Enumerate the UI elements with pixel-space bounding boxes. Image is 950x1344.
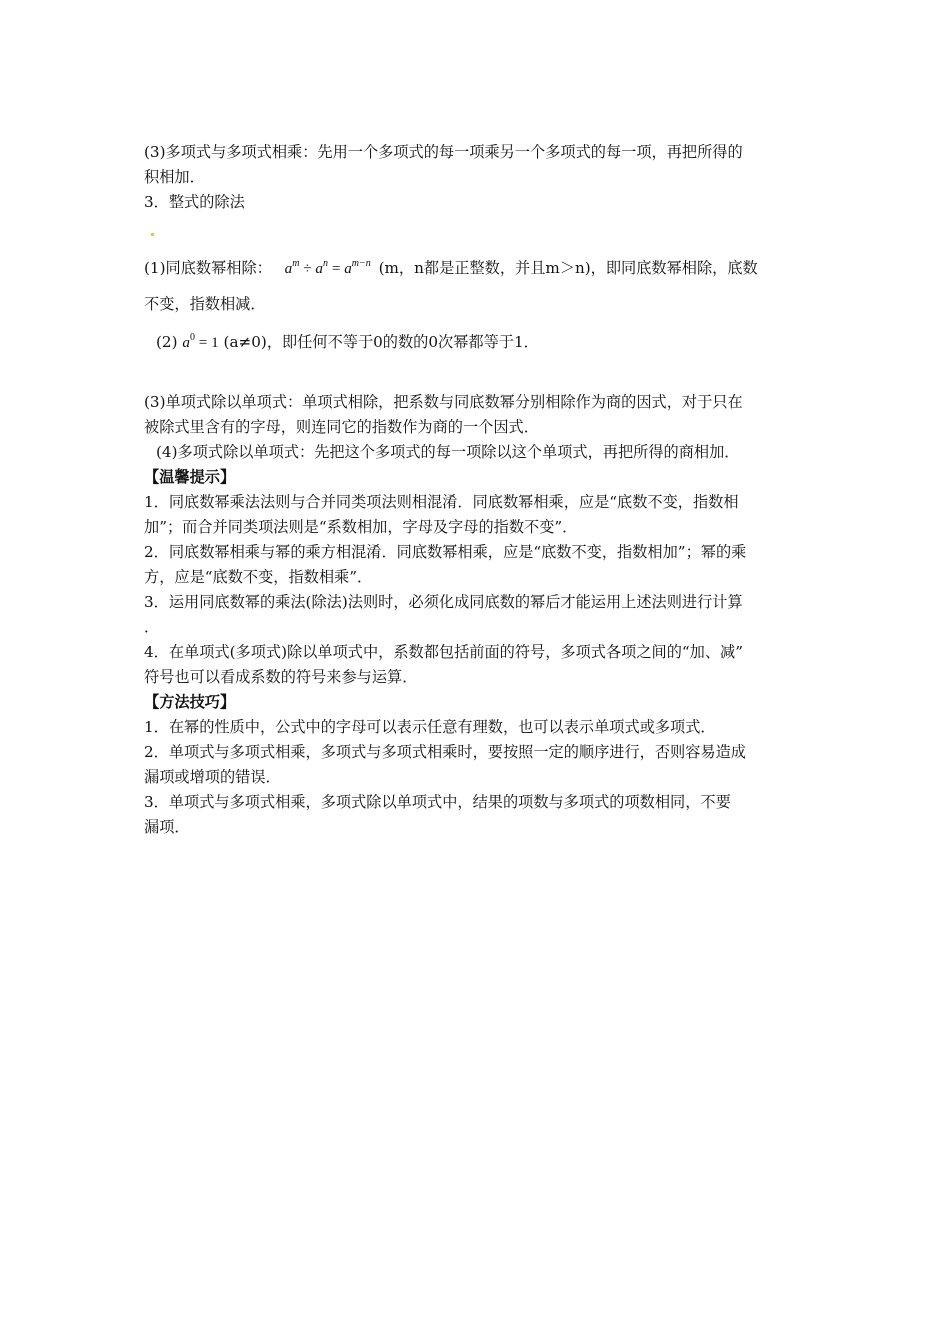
methods-heading: 【方法技巧】 <box>144 693 236 711</box>
tip-4-line1: 4．在单项式(多项式)除以单项式中，系数都包括前面的符号，多项式各项之间的“加、减” <box>144 643 743 661</box>
rule-2-condition: (a≠0)，即任何不等于0的数的0次幂都等于1． <box>223 333 539 351</box>
formula-division: $a^m \div a^n = a^{m-n}$ <box>284 258 371 277</box>
method-1-line: 1．在幂的性质中，公式中的字母可以表示任意有理数，也可以表示单项式或多项式． <box>144 718 716 736</box>
tip-3-line1: 3．运用同底数幂的乘法(除法)法则时，必须化成同底数的幂后才能运用上述法则进行计算 <box>144 593 743 611</box>
tip-1-line2: 加”；而合并同类项法则是“系数相加，字母及字母的指数不变”． <box>144 518 578 536</box>
formula-zero-power: $a^0 = 1$ <box>182 332 219 351</box>
method-2-line2: 漏项或增项的错误． <box>144 768 281 786</box>
method-3-line2: 漏项． <box>144 818 190 836</box>
rule-2-prefix: (2) <box>156 333 183 351</box>
tips-heading: 【温馨提示】 <box>144 468 236 486</box>
rule-4-line: (4)多项式除以单项式：先把这个多项式的每一项除以这个单项式，再把所得的商相加． <box>156 443 740 461</box>
rule-1-line1 <box>144 256 758 281</box>
rule-3-line1: (3)单项式除以单项式：单项式相除，把系数与同底数幂分别相除作为商的因式，对于只在 <box>144 393 743 411</box>
tip-3-line2: ． <box>144 618 160 636</box>
method-2-line1: 2．单项式与多项式相乘，多项式与多项式相乘时，要按照一定的顺序进行，否则容易造成 <box>144 743 746 761</box>
rule-1-line2: 不变，指数相减． <box>144 295 266 313</box>
tip-2-line2: 方，应是“底数不变，指数相乘”． <box>144 568 373 586</box>
tip-4-line2: 符号也可以看成系数的符号来参与运算． <box>144 668 418 686</box>
rule-1-condition: (m，n都是正整数，并且m＞n)，即同底数幂相除，底数 <box>378 259 758 277</box>
rule-3-line2: 被除式里含有的字母，则连同它的指数作为商的一个因式． <box>144 418 539 436</box>
section-heading-division: 3．整式的除法 <box>144 193 245 211</box>
rule-2-line <box>156 330 539 355</box>
tip-1-line1: 1．同底数幂乘法法则与合并同类项法则相混淆．同底数幂相乘，应是“底数不变，指数相 <box>144 493 739 511</box>
paragraph-poly-times-poly-line1: (3)多项式与多项式相乘：先用一个多项式的每一项乘另一个多项式的每一项，再把所得的 <box>144 143 743 161</box>
method-3-line1: 3．单项式与多项式相乘，多项式除以单项式中，结果的项数与多项式的项数相同，不要 <box>144 793 731 811</box>
rule-1-prefix: (1)同底数幂相除： <box>144 259 272 277</box>
tip-2-line1: 2．同底数幂相乘与幂的乘方相混淆．同底数幂相乘，应是“底数不变，指数相加”；幂的乘 <box>144 543 747 561</box>
decorative-dot <box>151 233 154 236</box>
paragraph-poly-times-poly-line2: 积相加． <box>144 168 205 186</box>
